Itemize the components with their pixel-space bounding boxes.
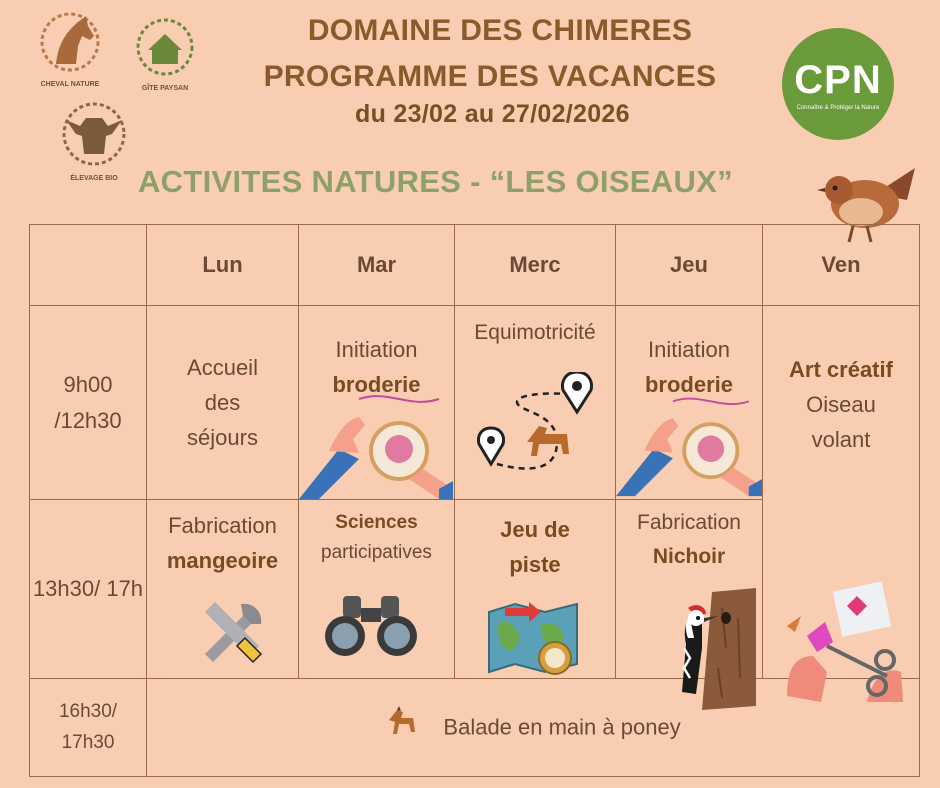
logo-gite-label: GÎTE PAYSAN [141,85,189,92]
mar-morning-line2: broderie [332,372,421,398]
title-domaine: DOMAINE DES CHIMERES [307,14,693,47]
schedule-table [29,224,920,777]
cpn-logo-text: CPN [794,58,882,102]
day-merc: Merc [455,225,616,306]
accueil-line2: des [204,389,241,415]
house-icon [132,14,198,80]
jeu-afternoon-line2: Nichoir [652,544,726,568]
accueil-line3: séjours [187,425,258,451]
merc-afternoon-line1: Jeu de [500,517,570,542]
mar-afternoon-line1: Sciences [335,512,418,533]
horse-head-icon [34,6,106,76]
slot-evening: 16h30/ 17h30 [30,679,147,777]
embroidery-hands-icon [299,389,453,499]
corner-cell [30,225,147,306]
lun-afternoon-line1: Fabrication [168,513,277,538]
day-ven: Ven [763,225,920,306]
day-mar: Mar [299,225,455,306]
logo-gite-paysan [132,14,198,92]
day-lun: Lun [147,225,299,306]
cell-lun-afternoon [147,500,299,679]
cell-ven-day [763,306,920,679]
cell-jeu-morning [616,306,763,500]
cell-merc-morning [455,306,616,500]
jeu-morning-line2: broderie [644,372,734,398]
ven-line1: Art créatif [789,357,893,382]
morning-row [30,306,920,500]
slot-morning: 9h00 /12h30 [30,306,147,500]
balade-text: Balade en main à poney [443,714,681,740]
accueil-line1: Accueil [187,354,258,380]
mar-morning-line1: Initiation [335,337,418,362]
theme-title: ACTIVITES NATURES - “LES OISEAUX” [138,164,733,199]
mar-afternoon-line2: participatives [321,542,432,564]
cell-mar-morning [299,306,455,500]
ven-line2: Oiseau [806,392,876,418]
header-row [30,225,920,306]
date-range: du 23/02 au 27/02/2026 [355,100,630,128]
title-programme: PROGRAMME DES VACANCES [263,60,717,93]
jeu-morning-line1: Initiation [648,337,730,362]
cow-head-icon [56,96,132,170]
cell-lun-morning [147,306,299,500]
binoculars-icon [323,590,419,660]
ven-line3: volant [811,427,871,453]
cell-evening-all [147,679,920,777]
cell-mar-afternoon [299,500,455,679]
cell-merc-afternoon [455,500,616,679]
logo-elevage-bio [56,96,132,182]
logo-cpn [782,28,894,140]
lun-afternoon-line2: mangeoire [166,548,279,574]
merc-afternoon-line2: piste [509,552,561,578]
pony-icon [385,706,419,748]
cpn-tagline: Connaître & Protéger la Nature [796,105,880,111]
logo-cheval-nature [34,6,106,88]
merc-morning-text: Equimotricité [474,321,596,344]
evening-row [30,679,920,777]
treasure-map-icon [485,598,581,678]
woodpecker-icon [662,588,760,710]
logo-cheval-label: CHEVAL NATURE [40,81,100,88]
tools-icon [197,598,267,668]
jeu-afternoon-line1: Fabrication [637,511,741,534]
slot-afternoon: 13h30/ 17h [30,500,147,679]
embroidery-hands-icon-2 [616,389,762,499]
day-jeu: Jeu [616,225,763,306]
horse-path-map-icon [477,372,607,490]
logo-elevage-label: ÉLEVAGE BIO [70,175,118,182]
